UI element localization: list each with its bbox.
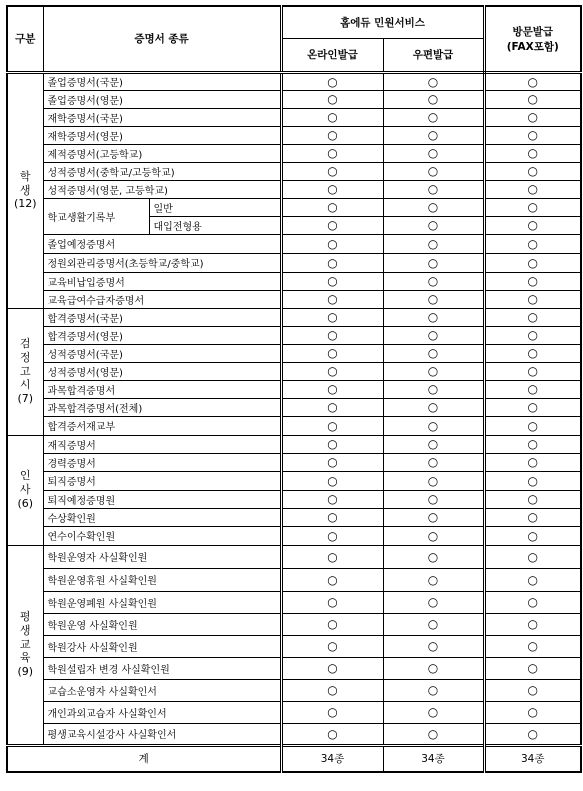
available-mark-online: ○ bbox=[281, 435, 383, 453]
certificate-name: 퇴직예정증명원 bbox=[43, 490, 281, 508]
available-mark-visit: ○ bbox=[484, 591, 581, 613]
available-mark-online: ○ bbox=[281, 471, 383, 490]
available-mark-online: ○ bbox=[281, 344, 383, 362]
available-mark-online: ○ bbox=[281, 362, 383, 380]
available-mark-visit: ○ bbox=[484, 490, 581, 508]
certificate-name: 수상확인원 bbox=[43, 508, 281, 526]
table-row bbox=[7, 591, 581, 613]
table-row bbox=[7, 272, 581, 290]
table-row bbox=[7, 362, 581, 380]
available-mark-postal: ○ bbox=[383, 198, 484, 216]
available-mark-visit: ○ bbox=[484, 453, 581, 471]
available-mark-postal: ○ bbox=[383, 234, 484, 253]
available-mark-postal: ○ bbox=[383, 180, 484, 198]
table-row bbox=[7, 508, 581, 526]
table-row bbox=[7, 108, 581, 126]
certificate-name: 재학증명서(영문) bbox=[43, 126, 281, 144]
certificate-name: 졸업예정증명서 bbox=[43, 234, 281, 253]
certificate-table bbox=[6, 5, 582, 773]
certificate-name: 합격증명서(국문) bbox=[43, 308, 281, 326]
table-row bbox=[7, 613, 581, 635]
certificate-name: 퇴직증명서 bbox=[43, 471, 281, 490]
certificate-name: 평생교육시설강사 사실확인서 bbox=[43, 723, 281, 745]
available-mark-online: ○ bbox=[281, 526, 383, 545]
available-mark-online: ○ bbox=[281, 635, 383, 657]
table-row bbox=[7, 679, 581, 701]
header-visit-line2: (FAX포함) bbox=[506, 40, 559, 53]
table-row bbox=[7, 344, 581, 362]
available-mark-online: ○ bbox=[281, 613, 383, 635]
available-mark-postal: ○ bbox=[383, 108, 484, 126]
available-mark-visit: ○ bbox=[484, 435, 581, 453]
available-mark-online: ○ bbox=[281, 723, 383, 745]
available-mark-postal: ○ bbox=[383, 591, 484, 613]
text-cursor bbox=[580, 658, 582, 670]
table-row bbox=[7, 657, 581, 679]
header-homeedu: 홈에듀 민원서비스 bbox=[281, 6, 484, 38]
available-mark-postal: ○ bbox=[383, 635, 484, 657]
available-mark-postal: ○ bbox=[383, 613, 484, 635]
table-row bbox=[7, 471, 581, 490]
table-row bbox=[7, 234, 581, 253]
available-mark-visit: ○ bbox=[484, 526, 581, 545]
category-label-char: 학 bbox=[19, 169, 31, 183]
available-mark-visit: ○ bbox=[484, 568, 581, 591]
available-mark-postal: ○ bbox=[383, 723, 484, 745]
available-mark-online: ○ bbox=[281, 72, 383, 90]
certificate-name: 정원외관리증명서(초등학교/중학교) bbox=[43, 253, 281, 272]
available-mark-postal: ○ bbox=[383, 162, 484, 180]
available-mark-postal: ○ bbox=[383, 344, 484, 362]
available-mark-online: ○ bbox=[281, 416, 383, 435]
table-row bbox=[7, 326, 581, 344]
table-row bbox=[7, 72, 581, 90]
available-mark-postal: ○ bbox=[383, 216, 484, 234]
header-visit bbox=[484, 6, 581, 72]
category-label-char: 사 bbox=[19, 483, 31, 497]
category-label-char: 검 bbox=[19, 337, 31, 351]
certificate-name: 성적증명서(중학교/고등학교) bbox=[43, 162, 281, 180]
certificate-name: 성적증명서(영문) bbox=[43, 362, 281, 380]
available-mark-visit: ○ bbox=[484, 679, 581, 701]
available-mark-online: ○ bbox=[281, 198, 383, 216]
available-mark-postal: ○ bbox=[383, 701, 484, 723]
available-mark-online: ○ bbox=[281, 162, 383, 180]
available-mark-online: ○ bbox=[281, 545, 383, 568]
certificate-name: 교습소운영자 사실확인서 bbox=[43, 679, 281, 701]
certificate-name: 제적증명서(고등학교) bbox=[43, 144, 281, 162]
available-mark-visit: ○ bbox=[484, 701, 581, 723]
category-label-char: 생 bbox=[19, 623, 31, 637]
available-mark-postal: ○ bbox=[383, 545, 484, 568]
available-mark-visit: ○ bbox=[484, 180, 581, 198]
total-label: 계 bbox=[7, 745, 281, 772]
category-label-char: (6) bbox=[17, 496, 34, 510]
category-label-char: (12) bbox=[13, 197, 37, 211]
header-visit-line1: 방문발급 bbox=[512, 25, 554, 38]
certificate-name: 학원운영폐원 사실확인원 bbox=[43, 591, 281, 613]
available-mark-postal: ○ bbox=[383, 326, 484, 344]
certificate-name: 재직증명서 bbox=[43, 435, 281, 453]
available-mark-visit: ○ bbox=[484, 162, 581, 180]
table-row bbox=[7, 398, 581, 416]
certificate-subtype: 일반 bbox=[149, 198, 281, 216]
available-mark-online: ○ bbox=[281, 490, 383, 508]
table-row bbox=[7, 198, 581, 216]
available-mark-visit: ○ bbox=[484, 471, 581, 490]
available-mark-visit: ○ bbox=[484, 657, 581, 679]
category-label-char: 생 bbox=[19, 183, 31, 197]
available-mark-postal: ○ bbox=[383, 308, 484, 326]
available-mark-online: ○ bbox=[281, 326, 383, 344]
total-visit: 34종 bbox=[484, 745, 581, 772]
available-mark-postal: ○ bbox=[383, 398, 484, 416]
available-mark-postal: ○ bbox=[383, 72, 484, 90]
available-mark-online: ○ bbox=[281, 126, 383, 144]
certificate-name: 졸업증명서(영문) bbox=[43, 90, 281, 108]
table-row bbox=[7, 308, 581, 326]
available-mark-online: ○ bbox=[281, 272, 383, 290]
category-label-char: 육 bbox=[19, 651, 31, 665]
certificate-name: 졸업증명서(국문) bbox=[43, 72, 281, 90]
available-mark-postal: ○ bbox=[383, 290, 484, 308]
table-row bbox=[7, 526, 581, 545]
table-row bbox=[7, 453, 581, 471]
available-mark-postal: ○ bbox=[383, 657, 484, 679]
table-row bbox=[7, 701, 581, 723]
available-mark-postal: ○ bbox=[383, 453, 484, 471]
total-postal: 34종 bbox=[383, 745, 484, 772]
available-mark-visit: ○ bbox=[484, 126, 581, 144]
available-mark-postal: ○ bbox=[383, 90, 484, 108]
available-mark-visit: ○ bbox=[484, 508, 581, 526]
certificate-name: 교육비납입증명서 bbox=[43, 272, 281, 290]
available-mark-online: ○ bbox=[281, 701, 383, 723]
table-row bbox=[7, 180, 581, 198]
category-label-char: (7) bbox=[17, 392, 34, 406]
table-row bbox=[7, 290, 581, 308]
certificate-name: 학원운영 사실확인원 bbox=[43, 613, 281, 635]
table-row bbox=[7, 162, 581, 180]
available-mark-postal: ○ bbox=[383, 416, 484, 435]
certificate-name: 성적증명서(국문) bbox=[43, 344, 281, 362]
available-mark-online: ○ bbox=[281, 90, 383, 108]
available-mark-visit: ○ bbox=[484, 398, 581, 416]
table-row bbox=[7, 253, 581, 272]
available-mark-visit: ○ bbox=[484, 308, 581, 326]
certificate-name: 학원강사 사실확인원 bbox=[43, 635, 281, 657]
available-mark-visit: ○ bbox=[484, 253, 581, 272]
available-mark-postal: ○ bbox=[383, 508, 484, 526]
category-label-char: 시 bbox=[19, 378, 31, 392]
table-row bbox=[7, 723, 581, 745]
available-mark-online: ○ bbox=[281, 144, 383, 162]
available-mark-postal: ○ bbox=[383, 272, 484, 290]
table-row bbox=[7, 380, 581, 398]
available-mark-visit: ○ bbox=[484, 723, 581, 745]
available-mark-visit: ○ bbox=[484, 90, 581, 108]
header-cert-type: 증명서 종류 bbox=[43, 6, 281, 72]
available-mark-online: ○ bbox=[281, 591, 383, 613]
available-mark-postal: ○ bbox=[383, 253, 484, 272]
available-mark-postal: ○ bbox=[383, 568, 484, 591]
certificate-name: 교육급여수급자증명서 bbox=[43, 290, 281, 308]
available-mark-online: ○ bbox=[281, 568, 383, 591]
certificate-name: 합격증서재교부 bbox=[43, 416, 281, 435]
available-mark-visit: ○ bbox=[484, 234, 581, 253]
available-mark-online: ○ bbox=[281, 657, 383, 679]
category-label-char: 고 bbox=[19, 364, 31, 378]
available-mark-online: ○ bbox=[281, 398, 383, 416]
category-label-char: 평 bbox=[19, 610, 31, 624]
available-mark-online: ○ bbox=[281, 290, 383, 308]
available-mark-visit: ○ bbox=[484, 545, 581, 568]
available-mark-visit: ○ bbox=[484, 108, 581, 126]
available-mark-online: ○ bbox=[281, 253, 383, 272]
table-row bbox=[7, 435, 581, 453]
certificate-name: 학교생활기록부 bbox=[43, 198, 149, 234]
category-label-char: 교 bbox=[19, 637, 31, 651]
available-mark-online: ○ bbox=[281, 508, 383, 526]
available-mark-visit: ○ bbox=[484, 272, 581, 290]
category-label-char: 인 bbox=[19, 469, 31, 483]
available-mark-online: ○ bbox=[281, 108, 383, 126]
certificate-name: 학원운영휴원 사실확인원 bbox=[43, 568, 281, 591]
available-mark-visit: ○ bbox=[484, 216, 581, 234]
category-label-char: (9) bbox=[17, 665, 34, 679]
header-online: 온라인발급 bbox=[281, 38, 383, 72]
table-row bbox=[7, 126, 581, 144]
table-row bbox=[7, 568, 581, 591]
table-row bbox=[7, 635, 581, 657]
available-mark-visit: ○ bbox=[484, 613, 581, 635]
category-label bbox=[7, 72, 43, 308]
available-mark-postal: ○ bbox=[383, 435, 484, 453]
available-mark-postal: ○ bbox=[383, 471, 484, 490]
available-mark-visit: ○ bbox=[484, 198, 581, 216]
available-mark-visit: ○ bbox=[484, 144, 581, 162]
available-mark-online: ○ bbox=[281, 679, 383, 701]
certificate-subtype: 대입전형용 bbox=[149, 216, 281, 234]
certificate-name: 학원운영자 사실확인원 bbox=[43, 545, 281, 568]
table-row bbox=[7, 90, 581, 108]
table-row bbox=[7, 144, 581, 162]
header-postal: 우편발급 bbox=[383, 38, 484, 72]
certificate-name: 과목합격증명서 bbox=[43, 380, 281, 398]
available-mark-visit: ○ bbox=[484, 344, 581, 362]
table-row bbox=[7, 490, 581, 508]
category-label bbox=[7, 308, 43, 435]
available-mark-visit: ○ bbox=[484, 416, 581, 435]
category-label-char: 정 bbox=[19, 350, 31, 364]
table-row bbox=[7, 545, 581, 568]
certificate-name: 연수이수확인원 bbox=[43, 526, 281, 545]
header-category: 구분 bbox=[7, 6, 43, 72]
certificate-name: 합격증명서(영문) bbox=[43, 326, 281, 344]
certificate-name: 학원설립자 변경 사실확인원 bbox=[43, 657, 281, 679]
available-mark-online: ○ bbox=[281, 216, 383, 234]
available-mark-visit: ○ bbox=[484, 72, 581, 90]
table-row bbox=[7, 416, 581, 435]
available-mark-visit: ○ bbox=[484, 326, 581, 344]
available-mark-postal: ○ bbox=[383, 380, 484, 398]
available-mark-postal: ○ bbox=[383, 526, 484, 545]
available-mark-visit: ○ bbox=[484, 290, 581, 308]
available-mark-online: ○ bbox=[281, 380, 383, 398]
certificate-name: 개인과외교습자 사실확인서 bbox=[43, 701, 281, 723]
available-mark-online: ○ bbox=[281, 234, 383, 253]
available-mark-postal: ○ bbox=[383, 679, 484, 701]
certificate-name: 경력증명서 bbox=[43, 453, 281, 471]
available-mark-postal: ○ bbox=[383, 126, 484, 144]
certificate-rows bbox=[7, 72, 581, 745]
available-mark-postal: ○ bbox=[383, 144, 484, 162]
certificate-name: 재학증명서(국문) bbox=[43, 108, 281, 126]
available-mark-online: ○ bbox=[281, 308, 383, 326]
total-online: 34종 bbox=[281, 745, 383, 772]
available-mark-online: ○ bbox=[281, 453, 383, 471]
category-label bbox=[7, 435, 43, 545]
available-mark-online: ○ bbox=[281, 180, 383, 198]
available-mark-visit: ○ bbox=[484, 635, 581, 657]
certificate-name: 성적증명서(영문, 고등학교) bbox=[43, 180, 281, 198]
available-mark-postal: ○ bbox=[383, 490, 484, 508]
available-mark-visit: ○ bbox=[484, 380, 581, 398]
total-row bbox=[7, 745, 581, 772]
certificate-name: 과목합격증명서(전체) bbox=[43, 398, 281, 416]
category-label bbox=[7, 545, 43, 745]
available-mark-postal: ○ bbox=[383, 362, 484, 380]
available-mark-visit: ○ bbox=[484, 362, 581, 380]
